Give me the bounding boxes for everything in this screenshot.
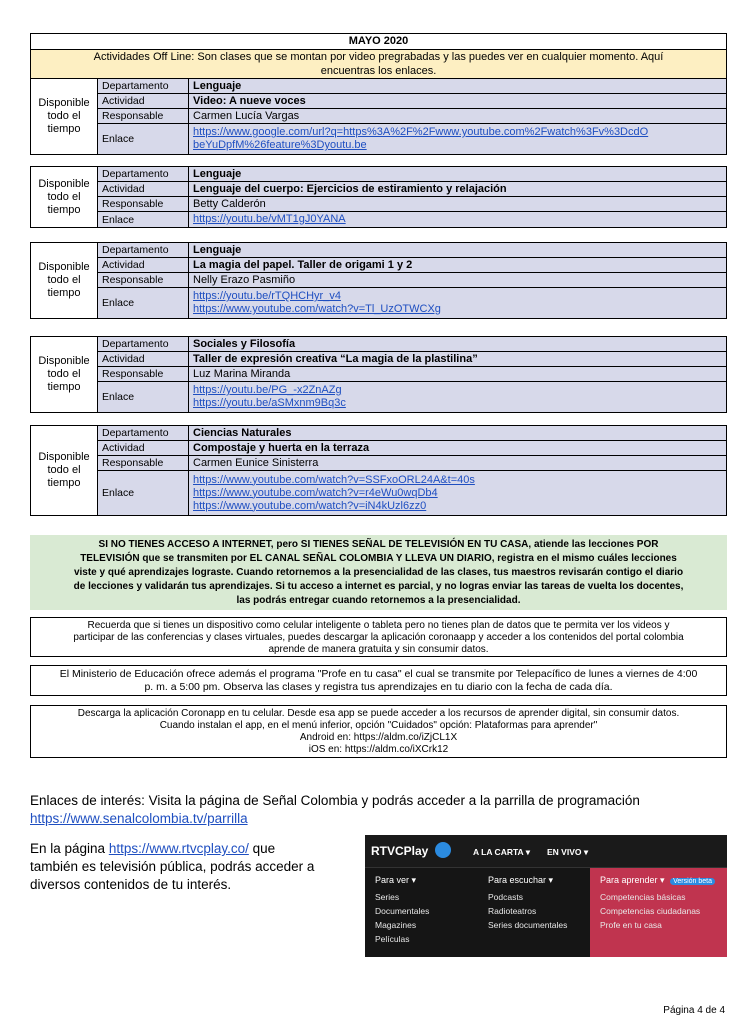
download-notice: Descarga la aplicación Coronapp en tu celular. Desde esa app se puede acceder a los recursos de aprender digital, sin consumir datos. Cuando instalan el app, en el menú inferior, opción "Cuidados" opción: Plataformas para aprender" Android en: https://aldm.co/iZjCL1X iOS en: https://aldm.co/iXCrk12	[30, 705, 727, 758]
activity-label: Actividad	[98, 352, 189, 367]
link-cell	[189, 288, 727, 319]
coronapp-notice: Recuerda que si tienes un dispositivo como celular inteligente o tableta pero no tienes plan de datos que te permita ver los videos y participar de las conferencias y clases virtuales, puedes descargar la aplicación coronaapp y acceder a los contenidos del portal colombia aprende de manera gratuita y sin consumir datos.	[30, 617, 727, 657]
rtvc-col-ver: Para ver ▾ Series Documentales Magazines Películas	[375, 875, 430, 944]
responsible-label: Responsable	[98, 367, 189, 382]
responsible-label: Responsable	[98, 197, 189, 212]
activity-value: Taller de expresión creativa “La magia de la plastilina”	[189, 352, 727, 367]
activity-label: Actividad	[98, 94, 189, 109]
link-label: Enlace	[98, 212, 189, 228]
availability-cell: Disponible todo el tiempo	[31, 337, 98, 413]
video-link[interactable]: https://youtu.be/PG_-x2ZnAZg	[193, 384, 342, 396]
activity-value: Lenguaje del cuerpo: Ejercicios de estiramiento y relajación	[189, 182, 727, 197]
rtvc-col-aprender: Para aprender ▾ Versión beta Competencias básicas Competencias ciudadanas Profe en tu casa	[590, 868, 727, 957]
activity-table	[30, 166, 727, 228]
video-link[interactable]: beYuDpfM%26feature%3Dyoutu.be	[193, 139, 367, 151]
activity-value: La magia del papel. Taller de origami 1 y 2	[189, 258, 727, 273]
activity-table	[30, 425, 727, 516]
link-cell	[189, 382, 727, 413]
department-label: Departamento	[98, 79, 189, 94]
rtvc-play-icon	[435, 842, 451, 858]
availability-cell: Disponible todo el tiempo	[31, 243, 98, 319]
video-link[interactable]: https://www.youtube.com/watch?v=r4eWu0wqDb4	[193, 486, 438, 499]
activity-table	[30, 78, 727, 155]
offline-intro: Actividades Off Line: Son clases que se montan por video pregrabadas y las puedes ver en cualquier momento. Aquí encuentras los enlaces.	[31, 50, 726, 78]
page-number: Página 4 de 4	[663, 1005, 725, 1016]
department-label: Departamento	[98, 426, 189, 441]
responsible-label: Responsable	[98, 456, 189, 471]
rtvc-col-escuchar: Para escuchar ▾ Podcasts Radioteatros Series documentales	[488, 875, 568, 930]
video-link[interactable]: https://www.youtube.com/watch?v=SSFxoORL24A&t=40s	[193, 473, 475, 486]
department-value: Lenguaje	[189, 167, 727, 182]
rtvc-menu-screenshot	[365, 835, 727, 957]
department-value: Lenguaje	[189, 243, 727, 258]
responsible-value: Betty Calderón	[189, 197, 727, 212]
tv-access-notice: SI NO TIENES ACCESO A INTERNET, pero SI TIENES SEÑAL DE TELEVISIÓN EN TU CASA, atiende las lecciones POR TELEVISIÓN que se transmiten por EL CANAL SEÑAL COLOMBIA Y LLEVA UN DIARIO, registra en el mismo cuáles lecciones viste y qué aprendizajes lograste. Cuando retornemos a la presencialidad de las clases, tus maestros revisarán contigo el diario de lecciones y validarán tus aprendizajes. Si tu acceso a internet es parcial, y no logras enviar las tareas de vuelta los docentes, las podrás entregar cuando retornemos a la presencialidad.	[30, 535, 727, 610]
activity-value: Compostaje y huerta en la terraza	[189, 441, 727, 456]
ministerio-notice: El Ministerio de Educación ofrece además el programa "Profe en tu casa" el cual se transmite por Telepacífico de lunes a viernes de 4:00 p. m. a 5:00 pm. Observa las clases y registra tus aprendizajes en tu diario con la fecha de cada día.	[30, 665, 727, 696]
link-cell	[189, 124, 727, 155]
video-link[interactable]: https://youtu.be/rTQHCHyr_v4	[193, 290, 341, 302]
responsible-value: Nelly Erazo Pasmiño	[189, 273, 727, 288]
nav-a-la-carta[interactable]: A LA CARTA ▾	[473, 847, 530, 857]
senal-colombia-link[interactable]: https://www.senalcolombia.tv/parrilla	[30, 811, 248, 826]
link-label: Enlace	[98, 124, 189, 155]
department-label: Departamento	[98, 337, 189, 352]
activity-table	[30, 242, 727, 319]
rtvc-link[interactable]: https://www.rtvcplay.co/	[108, 841, 249, 856]
link-cell	[189, 212, 727, 228]
activity-label: Actividad	[98, 258, 189, 273]
department-label: Departamento	[98, 243, 189, 258]
rtvc-logo: RTVCPlay	[371, 844, 429, 858]
department-value: Lenguaje	[189, 79, 727, 94]
link-label: Enlace	[98, 382, 189, 413]
responsible-label: Responsable	[98, 273, 189, 288]
department-value: Ciencias Naturales	[189, 426, 727, 441]
activity-label: Actividad	[98, 182, 189, 197]
activity-table	[30, 336, 727, 413]
video-link[interactable]: https://www.youtube.com/watch?v=Tl_UzOTWCXg	[193, 303, 441, 315]
activity-label: Actividad	[98, 441, 189, 456]
rtvc-paragraph: En la página https://www.rtvcplay.co/ que también es televisión pública, podrás acceder a diversos contenidos de tu interés.	[30, 841, 315, 892]
video-link[interactable]: https://youtu.be/aSMxnm9Bq3c	[193, 397, 346, 409]
department-label: Departamento	[98, 167, 189, 182]
availability-cell: Disponible todo el tiempo	[31, 426, 98, 516]
responsible-label: Responsable	[98, 109, 189, 124]
availability-cell: Disponible todo el tiempo	[31, 167, 98, 228]
beta-badge: Versión beta	[670, 878, 715, 885]
rtvc-topbar	[365, 835, 727, 868]
link-label: Enlace	[98, 288, 189, 319]
department-value: Sociales y Filosofía	[189, 337, 727, 352]
availability-cell: Disponible todo el tiempo	[31, 79, 98, 155]
month-header	[30, 33, 727, 79]
video-link[interactable]: https://www.youtube.com/watch?v=iN4kUzl6zz0	[193, 499, 427, 512]
video-link[interactable]: https://youtu.be/vMT1gJ0YANA	[193, 213, 346, 225]
responsible-value: Carmen Lucía Vargas	[189, 109, 727, 124]
link-label: Enlace	[98, 471, 189, 516]
responsible-value: Carmen Eunice Sinisterra	[189, 456, 727, 471]
responsible-value: Luz Marina Miranda	[189, 367, 727, 382]
interest-paragraph: Enlaces de interés: Visita la página de Señal Colombia y podrás acceder a la parrilla de programación https://www.senalcolombia.tv/parrilla	[30, 793, 640, 826]
activity-value: Video: A nueve voces	[189, 94, 727, 109]
month-title: MAYO 2020	[31, 34, 726, 50]
video-link[interactable]: https://www.google.com/url?q=https%3A%2F%2Fwww.youtube.com%2Fwatch%3Fv%3DcdO	[193, 126, 649, 138]
nav-en-vivo[interactable]: EN VIVO ▾	[547, 847, 589, 857]
link-cell	[189, 471, 727, 516]
